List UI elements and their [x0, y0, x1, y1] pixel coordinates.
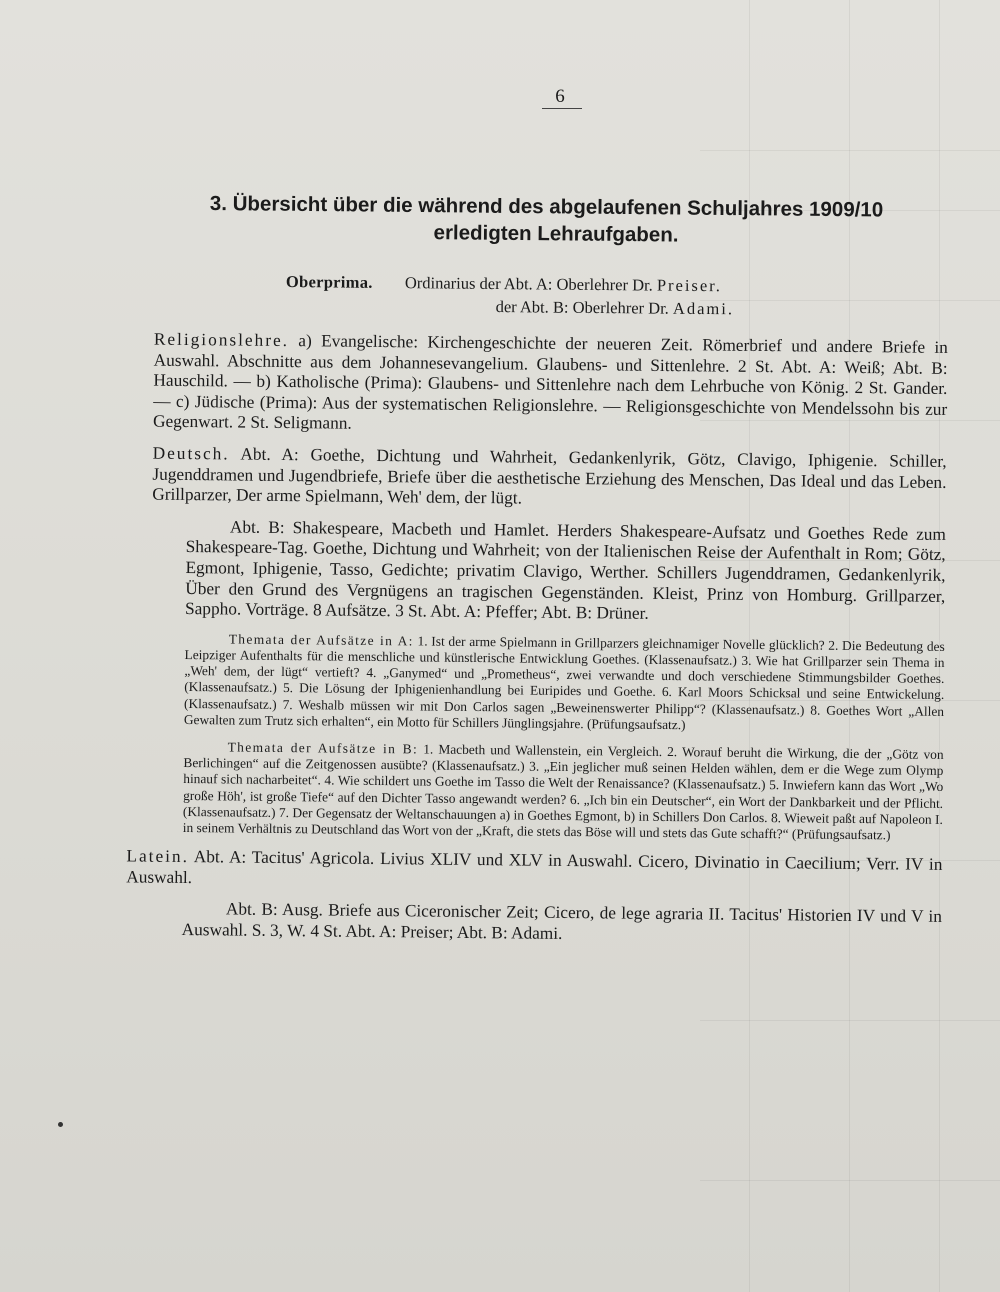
subject-latein: Latein. — [126, 846, 190, 867]
ordinarius-a-name: Preiser. — [656, 275, 723, 296]
ordinarius-a-prefix: Ordinarius der Abt. A: Oberlehrer Dr. — [404, 273, 653, 295]
page-number-rule — [542, 108, 582, 109]
themata-b-paragraph — [183, 739, 944, 844]
document-body — [126, 329, 948, 959]
class-header — [286, 270, 866, 322]
religion-text: a) Evangelische: Kirchengeschichte der neueren Zeit. Römerbrief und andere Briefe in Auswahl. Abschnitte aus dem Johannesevangelium. Glaubens- und Sittenlehre. 2 St. Abt. A: Weiß; Abt. B: Hauschild. — b) Katholische (Prima): Glaubens- und Sittenlehre nach dem Lehrbuche von König. 2 St. Gander. — c) Jüdische (Prima): Aus der systematischen Religionslehre. — Religionsgeschichte von Mendelssohn bis zur Gegenwart. 2 St. Seligmann. — [152, 331, 948, 434]
latein-text-a: Abt. A: Tacitus' Agricola. Livius XLIV und XLV in Auswahl. Cicero, Divinatio in Caecilium; Verr. IV in Auswahl. — [126, 847, 943, 887]
deutsch-paragraph-b — [185, 517, 946, 628]
ordinarius-b-name: Adami. — [672, 298, 735, 319]
themata-a-paragraph — [184, 631, 945, 736]
heading-line-1: 3. Übersicht über die während des abgelaufenen Schuljahres 1909/10 — [209, 191, 884, 222]
class-name: Oberprima. — [285, 271, 373, 292]
ordinarius-b-prefix: der Abt. B: Oberlehrer Dr. — [495, 297, 669, 318]
latein-paragraph-a — [126, 847, 942, 897]
section-heading — [209, 190, 909, 251]
themata-a-text: 1. Ist der arme Spielmann in Grillparzers gleichnamiger Novelle glücklich? 2. Die Bedeutung des Leipziger Aufenthalts für die menschliche und künstlerische Entwicklung Goethes. (Klassenaufsatz.) 3. Wie hat Grillparzer sein Thema in „Weh' dem, der lügt“ vertieft? 4. „Ganymed“ und „Prometheus“, zwei verwandte und doch verschiedene Stimmungsbilder Goethes. (Klassenaufsatz.) 5. Die Lösung der Iphigenienhandlung bei Euripides und Goethe. 6. Karl Moors Schicksal und seine Entwickelung. (Klassenaufsatz.) 7. Weshalb müssen wir mit Don Carlos sagen „Beweinenswerter Philipp“? (Klassenaufsatz.) 8. Goethes Wort „Allen Gewalten zum Trutz sich erhalten“, ein Motto für Schillers Jünglingsjahre. (Prüfungsaufsatz.) — [183, 633, 945, 732]
latein-text-b: Abt. B: Ausg. Briefe aus Ciceronischer Zeit; Cicero, de lege agraria II. Tacitus' Historien IV und V in Auswahl. S. 3, W. 4 St. Abt. A: Preiser; Abt. B: Adami. — [181, 899, 942, 943]
latein-paragraph-b — [182, 899, 942, 948]
deutsch-paragraph-a — [152, 444, 947, 514]
page-number: 6 — [555, 86, 565, 107]
margin-dot — [58, 1122, 63, 1127]
heading-line-2: erledigten Lehraufgaben. — [433, 221, 679, 247]
subject-religion: Religionslehre. — [153, 329, 290, 351]
themata-a-lead: Themata der Aufsätze in A: — [228, 631, 414, 649]
themata-b-lead: Themata der Aufsätze in B: — [227, 739, 419, 757]
religion-paragraph — [153, 330, 948, 441]
deutsch-text-b: Abt. B: Shakespeare, Macbeth und Hamlet. Herders Shakespeare-Aufsatz und Goethes Rede zum Shakespeare-Tag. Goethe, Dichtung und Wahrheit; von der Italienischen Reise der Aufenthalt in Rom; Götz, Egmont, Iphigenie, Tasso, Gedichte; privatim Clavigo, Werther. Schillers Jugenddramen, Gedankenlyrik, Über den Grund des Vergnügens an tragischen Gegenständen. Kleist, Prinz von Homburg. Grillparzer, Sappho. Vorträge. 8 Aufsätze. 3 St. Abt. A: Pfeffer; Abt. B: Drüner. — [184, 517, 947, 623]
themata-b-text: 1. Macbeth und Wallenstein, ein Vergleich. 2. Worauf beruht die Wirkung, die der „Götz von Berlichingen“ auf die Zeitgenossen ausübte? (Klassenaufsatz.) 3. „Ein jeglicher muß seinen Helden wählen, dem er die Wege zum Olymp hinauf sich nacharbeitet“. 4. Wie schildert uns Goethe im Tasso die Welt der Renaissance? (Klassenaufsatz.) 5. Inwiefern kann das Wort „Wo große Höh', ist große Tiefe“ auf den Dichter Tasso angewandt werden? 6. „Ich bin ein Deutscher“, ein Wort der Dankbarkeit und der Pflicht. (Klassenaufsatz.) 7. Der Gegensatz der Weltanschauungen a) in Goethes Egmont, b) in Schillers Don Carlos. 8. Wieweit paßt auf Napoleon I. in seinem Verhältnis zu Deutschland das Wort von der „Kraft, die stets das Böse will und stets das Gute schafft?“ (Prüfungsaufsatz.) — [182, 741, 944, 843]
deutsch-text-a: Abt. A: Goethe, Dichtung und Wahrheit, Gedankenlyrik, Götz, Clavigo, Iphigenie. Schiller, Jugenddramen und Jugendbriefe, Briefe über die aesthetische Erziehung des Menschen, Das Ideal und das Leben. Grillparzer, Der arme Spielmann, Weh' dem, der lügt. — [152, 444, 947, 508]
subject-deutsch: Deutsch. — [152, 443, 230, 464]
